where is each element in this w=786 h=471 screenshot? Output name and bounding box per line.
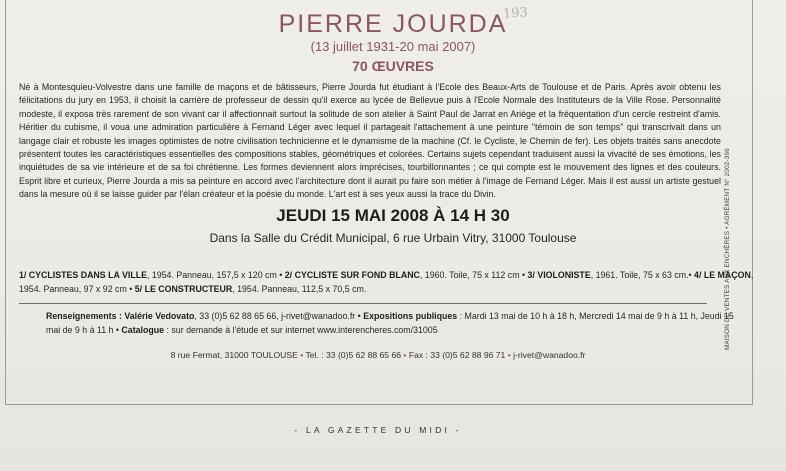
work-title: 1/ CYCLISTES DANS LA VILLE <box>19 269 147 280</box>
work-title: 3/ VIOLONISTE <box>527 269 591 280</box>
works-count: 70 ŒUVRES <box>352 58 434 74</box>
work-separator: • <box>519 269 528 280</box>
info-block <box>46 309 734 337</box>
newspaper-footer: - LA GAZETTE DU MIDI - <box>294 425 462 435</box>
work-separator: • <box>126 283 135 294</box>
address-email: j-rivet@wanadoo.fr <box>513 350 586 360</box>
work-separator: • <box>688 269 695 280</box>
work-details: , 1954. Panneau, 112,5 x 70,5 cm. <box>232 283 367 294</box>
biography-block <box>19 81 721 202</box>
address-tel: Tel. : 33 (0)5 62 88 65 66 <box>305 350 402 360</box>
artist-dates: (13 juillet 1931-20 mai 2007) <box>310 39 476 54</box>
biography-text: Né à Montesquieu-Volvestre dans une famille de maçons et de bâtisseurs, Pierre Jourda fut étudiant à l'Ecole des Beaux-Arts de Toulouse et de Paris. Après avoir obtenu les félicitations du jury en 1953, il choisit la carrière de professeur de dessin qu'il exerce au lycée de Bellevue puis à l'Ecole Normale des Instituteurs de la Ville Rose. Personnalité modeste, il exposa très rarement de son vivant car il affectionnait surtout la solitude de son atelier à Saint Paul de Jarrat en Ariège et la fréquentation d'un cercle restreint d'amis. Héritier du cubisme, il voua une admiration particulière à Fernand Léger avec lequel il partageait l'attachement à une peinture "témoin de son temps" qui transcrivait dans un langage clair et robuste les images optimistes de notre civilisation technicienne et le dynamisme de la machine (Cf. le Cycliste, le Chemin de fer). Les objets traités sans anecdote présentent toutes les caractéristiques essentielles des compositions stables, géométriques et colorées. Certains sujets cependant traduisent aussi la vivacité de ses émotions, les inquiétudes de sa vie intérieure et de sa foi chrétienne. Les formes deviennent alors imprécises, tourbillonnantes ; ce qui compte est le mouvement des lignes et des couleurs. Esprit libre et curieux, Pierre Jourda a mis sa peinture en accord avec l'architecture dont il aurait pu faire son métier à l'image de Fernand Léger. Mais il est aussi un artiste gestuel dans la mesure où il se laisse guider par l'élan créateur et la poésie du monde. L'art est à ses yeux aussi la trace du Divin. <box>19 82 721 201</box>
handwritten-note: 193 <box>502 5 529 22</box>
address-separator: • <box>401 350 409 360</box>
info-expositions-label: Expositions publiques <box>363 310 458 321</box>
work-details: , 1961. Toile, 75 x 63 cm. <box>590 269 689 280</box>
auction-house-agreement: MAISON DE VENTES AUX ENCHÈRES • AGRÉMENT N° 2002-366 <box>724 148 731 350</box>
info-catalogue-text: : sur demande à l'étude et sur internet www.interencheres.com/31005 <box>164 324 438 335</box>
address-line <box>0 350 756 360</box>
address-street: 8 rue Fermat, 31000 TOULOUSE <box>170 350 298 360</box>
work-title: 5/ LE CONSTRUCTEUR <box>134 283 233 294</box>
info-renseignements-text: , 33 (0)5 62 88 65 66, j-rivet@wanadoo.fr • <box>194 310 364 321</box>
work-title: 2/ CYCLISTE SUR FOND BLANC <box>284 269 420 280</box>
info-catalogue-label: Catalogue <box>121 324 165 335</box>
artist-name: PIERRE JOURDA <box>278 10 508 38</box>
work-details: , 1954. Panneau, 157,5 x 120 cm <box>146 269 277 280</box>
work-separator: • <box>276 269 285 280</box>
divider <box>19 303 707 304</box>
address-fax: Fax : 33 (0)5 62 88 96 71 <box>408 350 506 360</box>
work-details: , 1954. Panneau, 97 x 92 cm <box>19 269 754 294</box>
sale-date: JEUDI 15 MAI 2008 À 14 H 30 <box>276 206 510 225</box>
work-details: , 1960. Toile, 75 x 112 cm <box>419 269 520 280</box>
address-separator: • <box>297 350 306 360</box>
address-separator: • <box>505 350 514 360</box>
work-title: 4/ LE MAÇON <box>694 269 751 280</box>
sale-venue: Dans la Salle du Crédit Municipal, 6 rue Urbain Vitry, 31000 Toulouse <box>209 231 577 245</box>
works-list <box>19 268 754 296</box>
info-renseignements-label: Renseignements : Valérie Vedovato <box>46 310 195 321</box>
info-expositions-text: : Mardi 13 mai de 10 h à 18 h, Mercredi 14 mai de 9 h à 11 h, Jeudi 15 mai de 9 h à 11 h • <box>46 310 734 335</box>
